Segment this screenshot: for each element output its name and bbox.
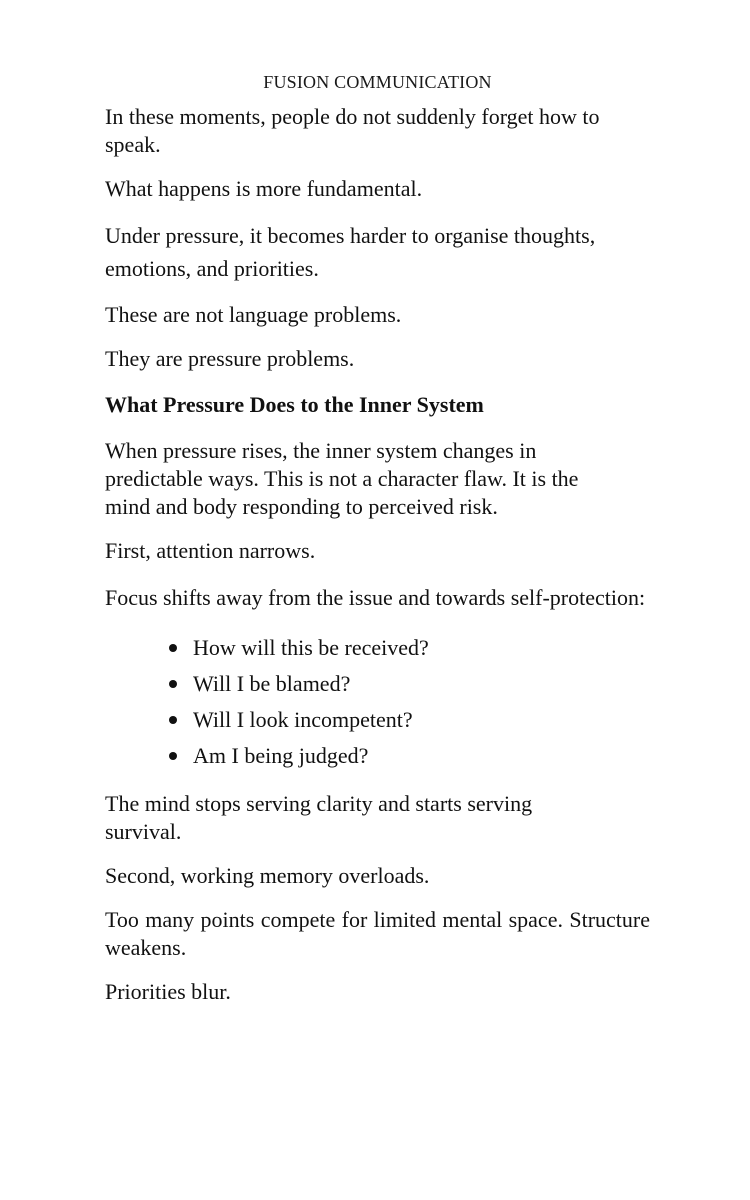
paragraph: In these moments, people do not suddenly forget how to speak. [105,104,600,157]
bullet-list [105,630,650,774]
bullet-icon [169,644,177,652]
list-item: How will this be received? [167,630,650,666]
list-item: Am I being judged? [167,738,650,774]
paragraph: Too many points compete for limited mental space. Structure weakens. [105,907,650,960]
section-heading: What Pressure Does to the Inner System [105,392,484,417]
paragraph: Focus shifts away from the issue and towards self-protection: [105,585,646,610]
bullet-icon [169,680,177,688]
paragraph: Second, working memory overloads. [105,863,430,888]
paragraph: The mind stops serving clarity and starts serving survival. [105,791,533,844]
paragraph: When pressure rises, the inner system changes in predictable ways. This is not a character flaw. It is the mind and body responding to perceived risk. [105,438,579,519]
list-item: Will I look incompetent? [167,702,650,738]
bullet-icon [169,752,177,760]
paragraph: First, attention narrows. [105,538,316,563]
paragraph: These are not language problems. [105,302,402,327]
running-header: FUSION COMMUNICATION [263,72,492,92]
bullet-icon [169,716,177,724]
paragraph: Priorities blur. [105,979,231,1004]
paragraph: What happens is more fundamental. [105,176,423,201]
paragraph: Under pressure, it becomes harder to organise thoughts, emotions, and priorities. [105,223,596,281]
list-item: Will I be blamed? [167,666,650,702]
paragraph: They are pressure problems. [105,346,355,371]
book-page [105,72,650,1006]
